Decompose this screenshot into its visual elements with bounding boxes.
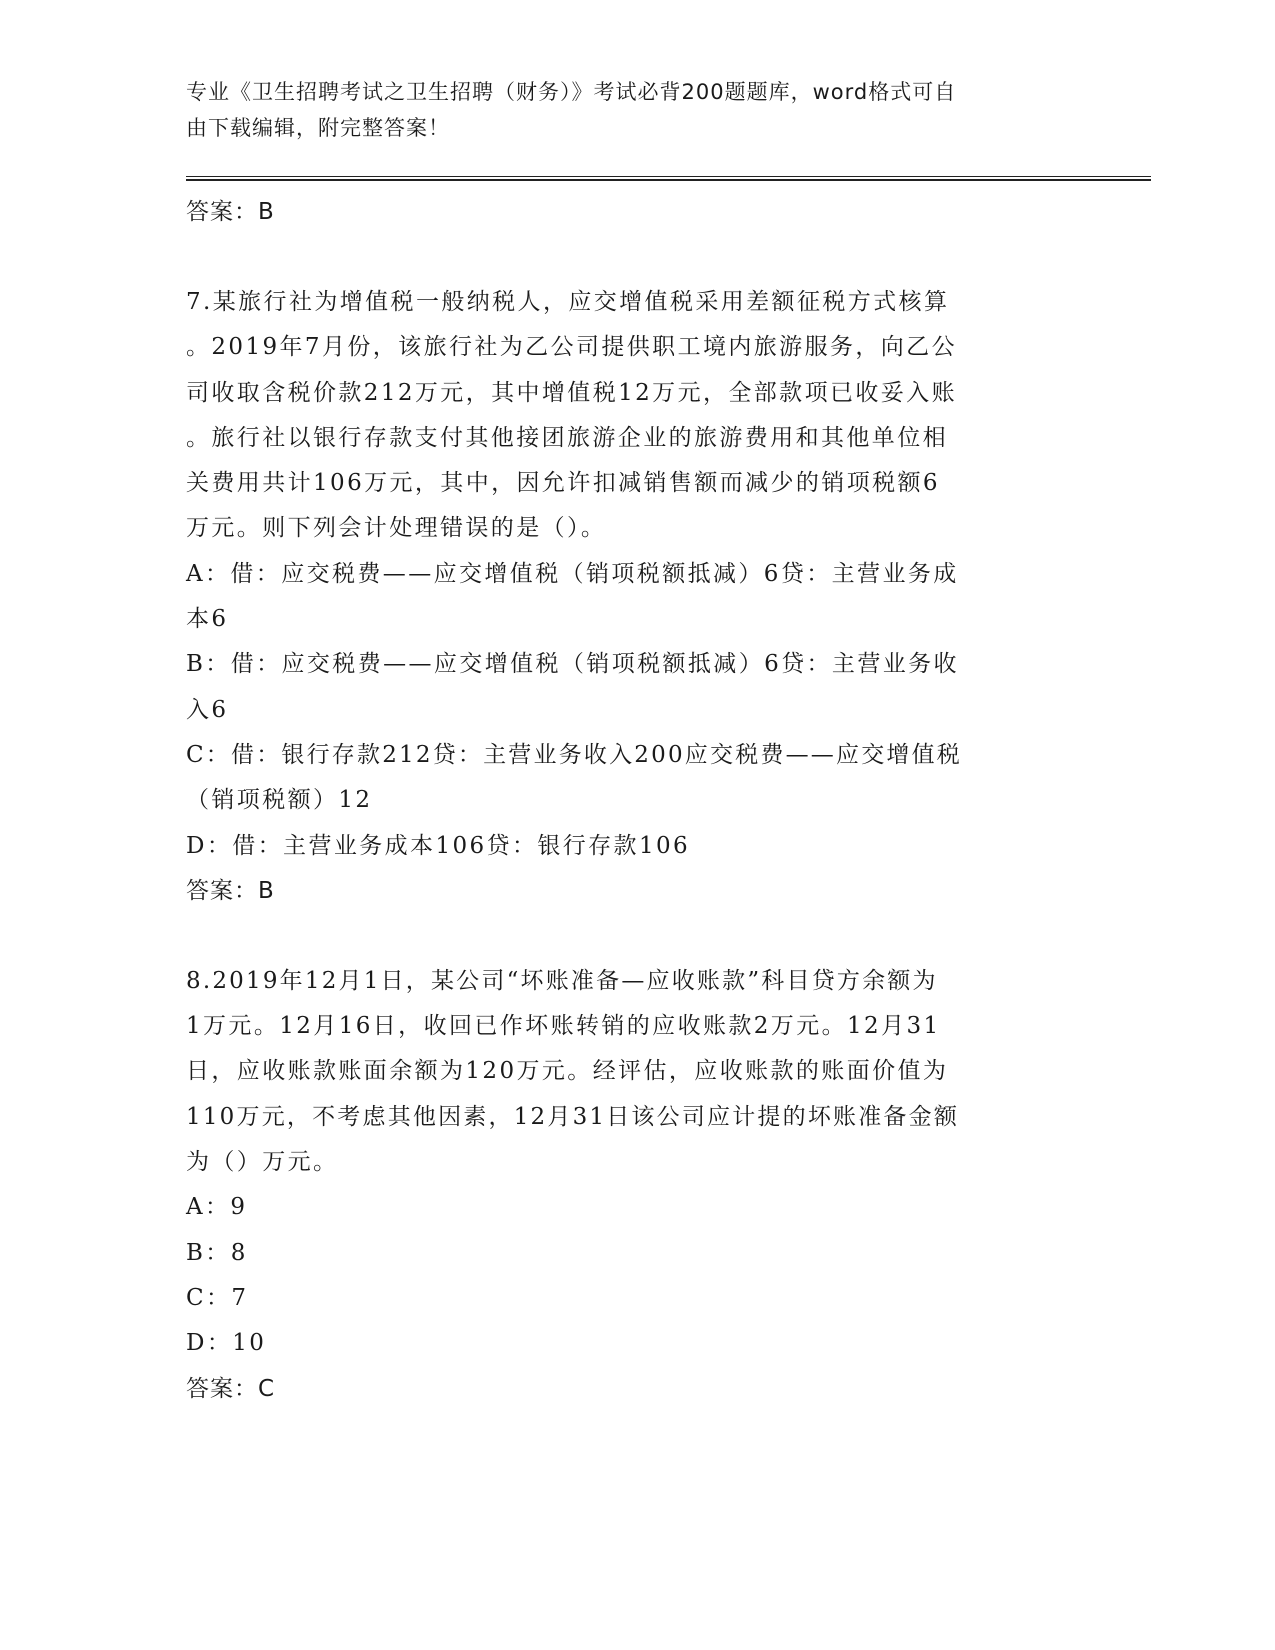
option-line: C：7: [186, 1284, 249, 1311]
document-body: [186, 190, 1086, 1411]
page-header: [186, 74, 1086, 146]
option-line: A：9: [186, 1194, 248, 1221]
header-line: 专业《卫生招聘考试之卫生招聘（财务）》考试必背200题题库，word格式可自: [186, 80, 957, 104]
spacer: [186, 913, 1086, 959]
option-line: B：8: [186, 1239, 248, 1266]
header-divider: [186, 176, 1151, 181]
question-stem-line: 关费用共计106万元，其中，因允许扣减销售额而减少的销项税额6: [186, 470, 940, 497]
option-line: （销项税额）12: [186, 787, 373, 814]
answer-line: 答案：B: [186, 199, 275, 225]
spacer: [186, 234, 1086, 280]
question-stem-line: 8.2019年12月1日，某公司“坏账准备—应收账款”科目贷方余额为: [186, 967, 938, 994]
option-line: B：借：应交税费——应交增值税（销项税额抵减）6贷：主营业务收: [186, 651, 959, 678]
option-line: D：10: [186, 1330, 267, 1357]
question-stem-line: 为（）万元。: [186, 1149, 339, 1176]
answer-line: 答案：C: [186, 1375, 276, 1402]
option-line: C：借：银行存款212贷：主营业务收入200应交税费——应交增值税: [186, 741, 962, 768]
question-stem-line: 日，应收账款账面余额为120万元。经评估，应收账款的账面价值为: [186, 1058, 949, 1085]
question-stem-line: 1万元。12月16日，收回已作坏账转销的应收账款2万元。12月31: [186, 1013, 941, 1040]
question-stem-line: 万元。则下列会计处理错误的是（）。: [186, 515, 607, 542]
option-line: D：借：主营业务成本106贷：银行存款106: [186, 832, 691, 859]
question-stem-line: 7.某旅行社为增值税一般纳税人，应交增值税采用差额征税方式核算: [186, 289, 950, 315]
question-stem-line: 。旅行社以银行存款支付其他接团旅游企业的旅游费用和其他单位相: [186, 424, 948, 451]
answer-line: 答案：B: [186, 877, 275, 904]
question-7: [186, 280, 1086, 913]
option-line: A：借：应交税费——应交增值税（销项税额抵减）6贷：主营业务成: [186, 560, 959, 587]
header-line: 由下载编辑，附完整答案！: [186, 116, 450, 140]
option-line: 入6: [186, 696, 229, 723]
question-stem-line: 。2019年7月份，该旅行社为乙公司提供职工境内旅游服务，向乙公: [186, 334, 957, 361]
option-line: 本6: [186, 606, 229, 633]
question-stem-line: 110万元，不考虑其他因素，12月31日该公司应计提的坏账准备金额: [186, 1103, 960, 1130]
question-stem-line: 司收取含税价款212万元，其中增值税12万元，全部款项已收妥入账: [186, 379, 957, 406]
question-8: [186, 959, 1086, 1411]
